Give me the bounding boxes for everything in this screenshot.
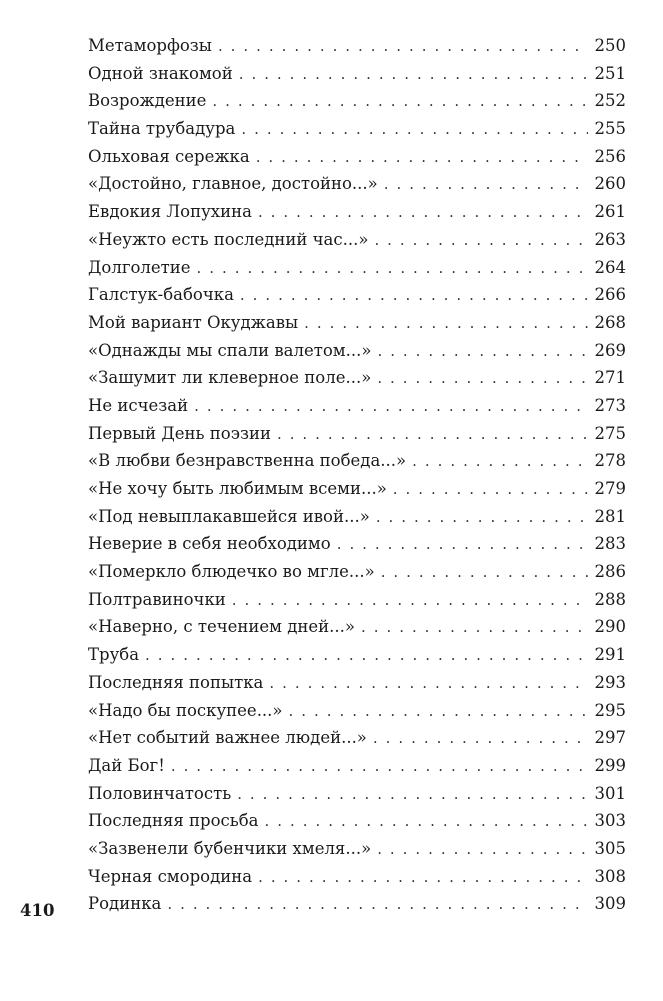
dot-leader: [218, 33, 588, 61]
dot-leader: [377, 365, 588, 393]
toc-entry-page: 275: [594, 423, 626, 443]
toc-entry: [88, 863, 626, 891]
toc-entry-title: «Зашумит ли клеверное поле...»: [88, 368, 372, 388]
toc-entry-title: «Наверно, с течением дней...»: [88, 617, 355, 637]
toc-entry: [88, 669, 626, 697]
toc-entry-title: Тайна трубадура: [88, 119, 236, 139]
toc-entry-page: 269: [594, 340, 626, 360]
table-of-contents: [88, 32, 626, 918]
toc-entry-page: 252: [594, 91, 626, 111]
dot-leader: [194, 393, 588, 421]
toc-entry-page: 250: [594, 36, 626, 55]
dot-leader: [381, 559, 588, 587]
toc-entry-title: Метаморфозы: [88, 36, 212, 55]
toc-entry-page: 305: [594, 838, 626, 858]
toc-entry-page: 297: [594, 728, 626, 748]
toc-entry-page: 288: [594, 589, 626, 609]
toc-entry-title: «Не хочу быть любимым всеми...»: [88, 479, 387, 498]
toc-entry: [88, 835, 626, 863]
toc-entry-title: «Достойно, главное, достойно...»: [88, 174, 378, 194]
toc-entry-title: Мой вариант Окуджавы: [88, 312, 299, 332]
toc-entry-title: Черная смородина: [88, 866, 253, 886]
toc-entry: [88, 309, 626, 337]
toc-entry-page: 263: [594, 229, 626, 249]
toc-entry-page: 279: [594, 479, 626, 498]
toc-entry-page: 264: [594, 257, 626, 277]
toc-entry: [88, 697, 626, 725]
toc-entry: [88, 890, 626, 918]
toc-entry-page: 308: [594, 866, 626, 886]
dot-leader: [237, 781, 588, 809]
toc-entry: [88, 60, 626, 88]
toc-entry: [88, 780, 626, 808]
toc-entry: [88, 807, 626, 835]
toc-entry-page: 260: [594, 174, 626, 194]
toc-entry: [88, 364, 626, 392]
toc-entry-page: 273: [594, 395, 626, 415]
dot-leader: [376, 504, 588, 532]
dot-leader: [289, 698, 588, 726]
toc-entry-page: 255: [594, 119, 626, 139]
dot-leader: [373, 725, 588, 753]
dot-leader: [265, 808, 588, 836]
toc-entry-title: «В любви безнравственна победа...»: [88, 451, 407, 471]
toc-entry: [88, 641, 626, 669]
dot-leader: [377, 836, 588, 864]
dot-leader: [256, 144, 588, 172]
toc-entry-title: «Зазвенели бубенчики хмеля...»: [88, 838, 372, 858]
toc-entry-title: «Неужто есть последний час...»: [88, 229, 369, 249]
toc-entry-page: 278: [594, 451, 626, 471]
toc-entry-page: 299: [594, 755, 626, 775]
dot-leader: [393, 476, 588, 504]
dot-leader: [269, 670, 588, 698]
toc-entry-page: 251: [594, 63, 626, 83]
toc-entry-page: 290: [594, 617, 626, 637]
toc-entry: [88, 281, 626, 309]
toc-entry-title: Галстук-бабочка: [88, 285, 234, 305]
toc-entry-title: Половинчатость: [88, 783, 232, 803]
toc-entry-title: Возрождение: [88, 91, 207, 111]
toc-entry: [88, 198, 626, 226]
toc-entry: [88, 752, 626, 780]
dot-leader: [240, 282, 588, 310]
toc-entry-title: Долголетие: [88, 257, 191, 277]
page-number: 410: [20, 901, 55, 920]
toc-entry-title: «Под невыплакавшейся ивой...»: [88, 506, 370, 526]
toc-entry: [88, 87, 626, 115]
toc-entry-page: 261: [594, 202, 626, 222]
toc-entry-page: 301: [594, 783, 626, 803]
dot-leader: [337, 531, 588, 559]
toc-entry: [88, 32, 626, 60]
toc-entry-title: «Нет событий важнее людей...»: [88, 728, 367, 748]
dot-leader: [212, 88, 588, 116]
toc-entry: [88, 170, 626, 198]
dot-leader: [145, 642, 588, 670]
toc-entry-page: 271: [594, 368, 626, 388]
toc-entry: [88, 475, 626, 503]
toc-entry-page: 281: [594, 506, 626, 526]
dot-leader: [167, 891, 588, 919]
toc-entry-title: Евдокия Лопухина: [88, 202, 252, 222]
toc-entry: [88, 143, 626, 171]
toc-entry: [88, 503, 626, 531]
dot-leader: [304, 310, 588, 338]
dot-leader: [171, 753, 588, 781]
toc-entry-page: 266: [594, 285, 626, 305]
toc-entry-page: 295: [594, 700, 626, 720]
toc-entry-title: Ольховая сережка: [88, 146, 250, 166]
dot-leader: [361, 614, 588, 642]
toc-entry-title: Полтравиночки: [88, 589, 226, 609]
toc-entry: [88, 586, 626, 614]
dot-leader: [258, 864, 588, 892]
dot-leader: [197, 255, 588, 283]
toc-entry: [88, 337, 626, 365]
toc-entry-page: 283: [594, 534, 626, 554]
toc-entry-title: Родинка: [88, 894, 162, 914]
toc-entry-page: 256: [594, 146, 626, 166]
toc-entry-title: Последняя просьба: [88, 811, 259, 831]
dot-leader: [241, 116, 588, 144]
toc-entry: [88, 613, 626, 641]
dot-leader: [239, 61, 588, 89]
toc-entry-page: 293: [594, 672, 626, 692]
dot-leader: [232, 587, 588, 615]
toc-entry-title: Не исчезай: [88, 395, 189, 415]
toc-entry: [88, 447, 626, 475]
dot-leader: [412, 448, 588, 476]
toc-entry-page: 268: [594, 312, 626, 332]
toc-entry-page: 291: [594, 645, 626, 665]
toc-entry-title: «Надо бы поскупее...»: [88, 700, 283, 720]
dot-leader: [374, 227, 588, 255]
dot-leader: [384, 171, 588, 199]
toc-entry-page: 309: [594, 894, 626, 914]
toc-entry-title: Неверие в себя необходимо: [88, 534, 331, 554]
toc-entry-title: Первый День поэзии: [88, 423, 271, 443]
toc-entry: [88, 530, 626, 558]
toc-entry-page: 303: [594, 811, 626, 831]
dot-leader: [277, 421, 588, 449]
toc-entry-title: Одной знакомой: [88, 63, 233, 83]
toc-entry: [88, 115, 626, 143]
toc-entry: [88, 254, 626, 282]
toc-entry: [88, 226, 626, 254]
toc-entry-title: «Однажды мы спали валетом...»: [88, 340, 372, 360]
dot-leader: [377, 338, 588, 366]
toc-entry: [88, 420, 626, 448]
dot-leader: [258, 199, 588, 227]
toc-entry-title: Последняя попытка: [88, 672, 264, 692]
toc-entry: [88, 392, 626, 420]
toc-entry-page: 286: [594, 562, 626, 582]
toc-entry: [88, 724, 626, 752]
toc-entry-title: Дай Бог!: [88, 755, 165, 775]
toc-entry-title: «Померкло блюдечко во мгле...»: [88, 562, 375, 582]
toc-entry-title: Труба: [88, 645, 140, 665]
toc-entry: [88, 558, 626, 586]
